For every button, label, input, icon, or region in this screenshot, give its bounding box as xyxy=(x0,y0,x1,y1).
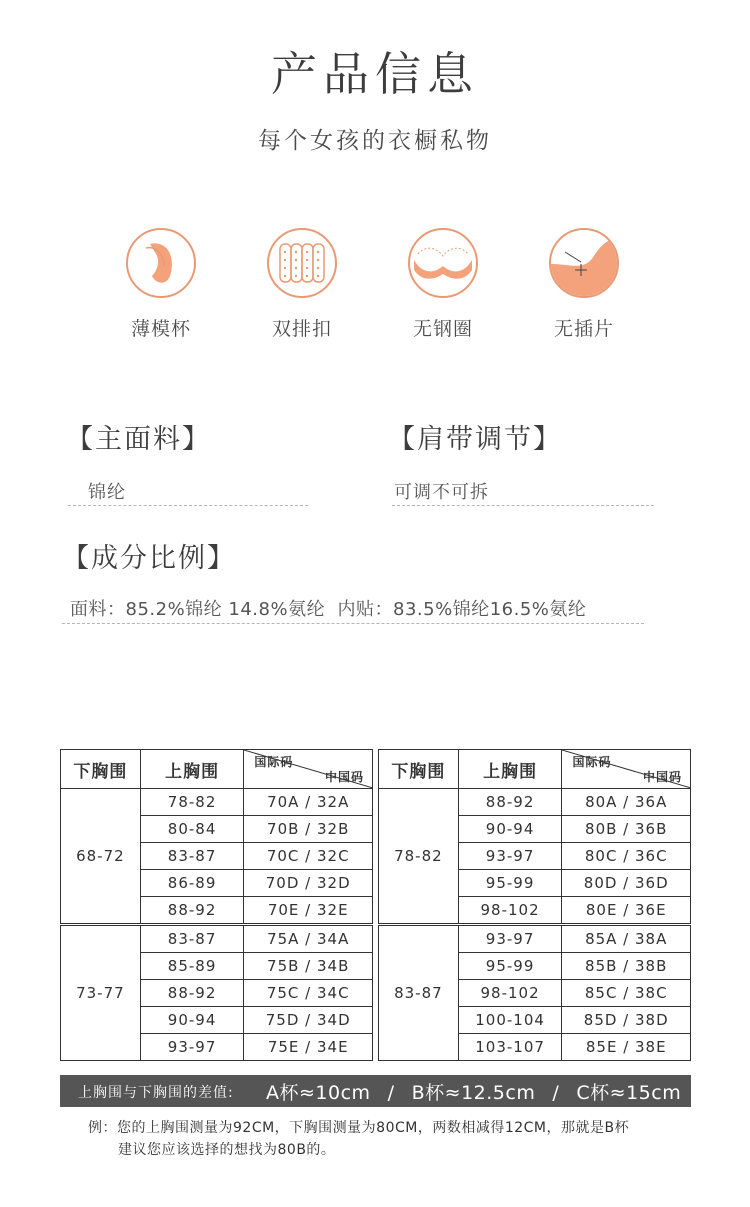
size-code-cell: 70B / 32B xyxy=(244,816,373,843)
size-code-cell: 70E / 32E xyxy=(244,897,373,925)
size-code-cell: 85C / 38C xyxy=(562,980,691,1007)
feature-label: 无插片 xyxy=(553,318,614,340)
strap-value: 可调不可拆 xyxy=(394,482,489,503)
over-bust-cell: 78-82 xyxy=(140,789,244,816)
over-bust-header: 上胸围 xyxy=(458,750,562,789)
size-code-cell: 85B / 38B xyxy=(562,953,691,980)
under-bust-cell: 73-77 xyxy=(61,925,141,1061)
intl-size-label: 国际码 xyxy=(254,755,294,769)
cup-difference-values: A杯≈10cm / B杯≈12.5cm / C杯≈15cm xyxy=(266,1082,682,1104)
size-code-cell: 80A / 36A xyxy=(562,789,691,816)
thin-mold-cup-icon xyxy=(126,228,196,298)
size-code-header xyxy=(244,750,373,789)
table-header-row xyxy=(379,750,691,789)
size-code-cell: 70D / 32D xyxy=(244,870,373,897)
cup-difference-label: 上胸围与下胸围的差值: xyxy=(78,1085,234,1101)
over-bust-cell: 80-84 xyxy=(140,816,244,843)
size-code-cell: 85E / 38E xyxy=(562,1034,691,1061)
over-bust-cell: 90-94 xyxy=(140,1007,244,1034)
under-bust-cell: 78-82 xyxy=(379,789,459,925)
cn-size-label: 中国码 xyxy=(324,770,364,784)
size-code-cell: 75A / 34A xyxy=(244,925,373,953)
page-title: 产品信息 xyxy=(271,47,479,101)
under-bust-header: 下胸围 xyxy=(61,750,141,789)
over-bust-cell: 88-92 xyxy=(140,980,244,1007)
feature-no-insert-pad xyxy=(529,228,639,341)
over-bust-header: 上胸围 xyxy=(140,750,244,789)
over-bust-cell: 103-107 xyxy=(458,1034,562,1061)
size-table-left xyxy=(60,749,373,1061)
feature-label: 薄模杯 xyxy=(130,318,191,340)
size-code-cell: 75B / 34B xyxy=(244,953,373,980)
size-code-cell: 70C / 32C xyxy=(244,843,373,870)
cn-size-label: 中国码 xyxy=(642,770,682,784)
over-bust-cell: 93-97 xyxy=(458,925,562,953)
over-bust-cell: 85-89 xyxy=(140,953,244,980)
size-code-cell: 80C / 36C xyxy=(562,843,691,870)
size-code-cell: 70A / 32A xyxy=(244,789,373,816)
over-bust-cell: 83-87 xyxy=(140,925,244,953)
composition-value: 面料：85.2%锦纶 14.8%氨纶 内贴：83.5%锦纶16.5%氨纶 xyxy=(70,599,587,620)
strap-divider xyxy=(392,505,654,506)
table-header-row xyxy=(61,750,373,789)
over-bust-cell: 98-102 xyxy=(458,897,562,925)
under-bust-cell: 83-87 xyxy=(379,925,459,1061)
double-hook-icon xyxy=(267,228,337,298)
table-row xyxy=(61,925,373,953)
example-note-line2: 建议您应该选择的想找为80B的。 xyxy=(118,1142,336,1158)
size-code-cell: 75C / 34C xyxy=(244,980,373,1007)
table-row xyxy=(61,789,373,816)
table-row xyxy=(379,789,691,816)
over-bust-cell: 95-99 xyxy=(458,953,562,980)
size-code-cell: 75D / 34D xyxy=(244,1007,373,1034)
under-bust-cell: 68-72 xyxy=(61,789,141,925)
feature-double-hook xyxy=(247,228,357,341)
over-bust-cell: 83-87 xyxy=(140,843,244,870)
fabric-heading: 【主面料】 xyxy=(66,424,211,455)
strap-heading: 【肩带调节】 xyxy=(388,424,562,455)
feature-label: 无钢圈 xyxy=(412,318,473,340)
size-code-cell: 85A / 38A xyxy=(562,925,691,953)
example-note-line1: 例：您的上胸围测量为92CM，下胸围测量为80CM，两数相减得12CM，那就是B杯 xyxy=(88,1120,630,1136)
size-table-right xyxy=(378,749,691,1061)
wireless-icon xyxy=(408,228,478,298)
size-code-header xyxy=(562,750,691,789)
table-row xyxy=(379,925,691,953)
size-code-cell: 80B / 36B xyxy=(562,816,691,843)
no-insert-pad-icon xyxy=(549,228,619,298)
over-bust-cell: 93-97 xyxy=(140,1034,244,1061)
feature-label: 双排扣 xyxy=(271,318,332,340)
over-bust-cell: 95-99 xyxy=(458,870,562,897)
feature-thin-mold-cup xyxy=(106,228,216,341)
over-bust-cell: 86-89 xyxy=(140,870,244,897)
size-code-cell: 85D / 38D xyxy=(562,1007,691,1034)
fabric-value: 锦纶 xyxy=(88,482,126,503)
intl-size-label: 国际码 xyxy=(572,755,612,769)
cup-difference-bar xyxy=(60,1075,691,1107)
over-bust-cell: 98-102 xyxy=(458,980,562,1007)
over-bust-cell: 88-92 xyxy=(458,789,562,816)
composition-divider xyxy=(62,623,644,624)
size-code-cell: 75E / 34E xyxy=(244,1034,373,1061)
size-code-cell: 80E / 36E xyxy=(562,897,691,925)
composition-heading: 【成分比例】 xyxy=(62,543,236,574)
size-code-cell: 80D / 36D xyxy=(562,870,691,897)
over-bust-cell: 100-104 xyxy=(458,1007,562,1034)
page-subtitle: 每个女孩的衣橱私物 xyxy=(258,128,492,154)
over-bust-cell: 88-92 xyxy=(140,897,244,925)
over-bust-cell: 93-97 xyxy=(458,843,562,870)
over-bust-cell: 90-94 xyxy=(458,816,562,843)
under-bust-header: 下胸围 xyxy=(379,750,459,789)
fabric-divider xyxy=(68,505,308,506)
feature-wireless xyxy=(388,228,498,341)
